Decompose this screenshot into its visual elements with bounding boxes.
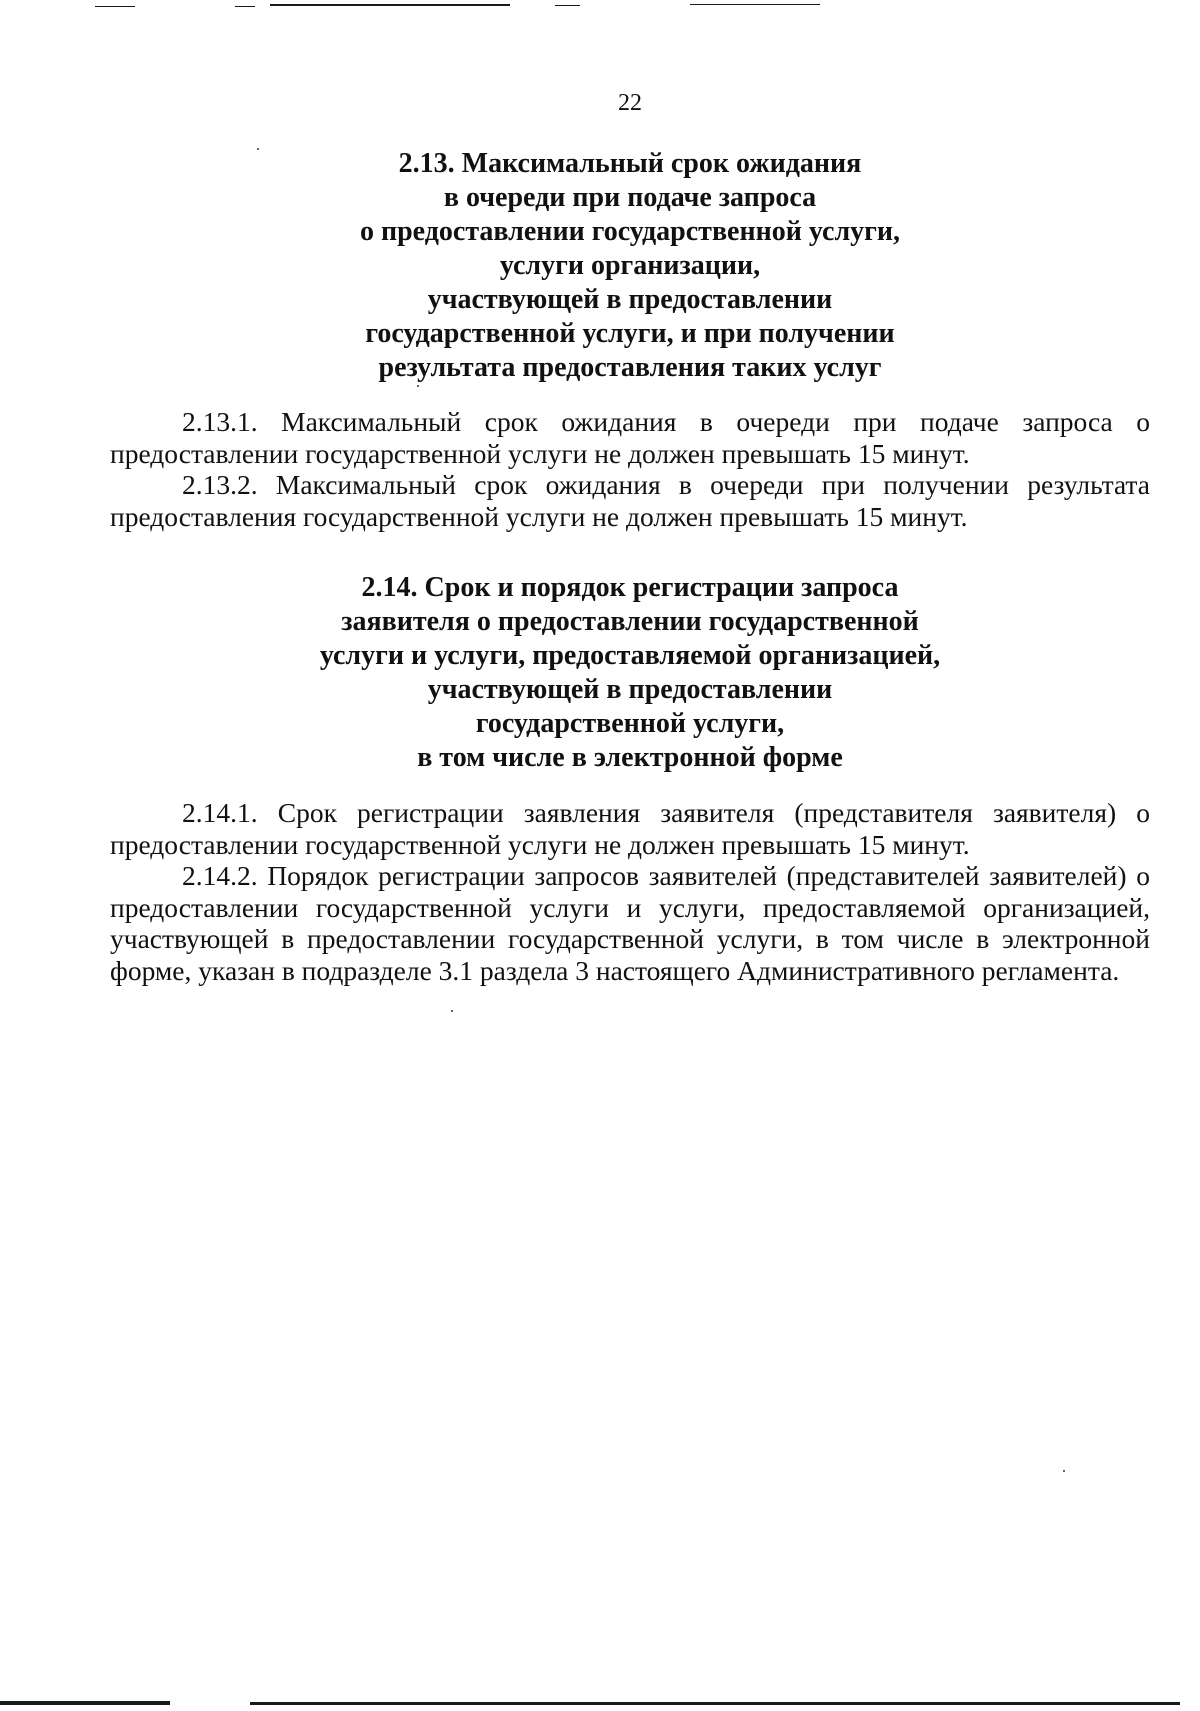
section-2-14-body — [110, 797, 1150, 986]
heading-line: заявителя о предоставлении государственной — [341, 606, 919, 637]
heading-line: 2.14. Срок и порядок регистрации запроса — [361, 572, 899, 603]
scan-artifact-bottom-line — [0, 1701, 170, 1705]
scan-artifact-top-line — [555, 5, 580, 6]
scan-artifact-bottom-line — [250, 1702, 1180, 1705]
section-2-14-heading — [0, 571, 1200, 775]
heading-line: участвующей в предоставлении — [427, 284, 833, 315]
heading-line: услуги и услуги, предоставляемой организацией, — [319, 640, 941, 671]
heading-line: в том числе в электронной форме — [417, 742, 843, 773]
scan-speck — [1063, 1470, 1065, 1472]
paragraph-2-14-2: 2.14.2. Порядок регистрации запросов заявителей (представителей заявителей) о предоставлении государственной услуги и услуги, предоставляемой организацией, участвующей в предоставлении государственной услуги, в том числе в электронной форме, указан в подразделе 3.1 раздела 3 настоящего Административного регламента. — [110, 860, 1150, 986]
scan-speck — [451, 1010, 453, 1012]
heading-line: результата предоставления таких услуг — [378, 352, 882, 383]
heading-line: 2.13. Максимальный срок ожидания — [398, 148, 862, 179]
page-number: 22 — [618, 90, 642, 116]
heading-line: о предоставлении государственной услуги, — [359, 216, 901, 247]
scan-speck — [417, 385, 419, 387]
paragraph-2-14-1: 2.14.1. Срок регистрации заявления заявителя (представителя заявителя) о предоставлении государственной услуги не должен превышать 15 минут. — [110, 797, 1150, 860]
heading-line: услуги организации, — [499, 250, 761, 281]
scan-artifact-top-line — [690, 4, 820, 5]
paragraph-2-13-1: 2.13.1. Максимальный срок ожидания в очереди при подаче запроса о предоставлении государственной услуги не должен превышать 15 минут. — [110, 406, 1150, 469]
section-2-13-heading — [0, 147, 1200, 385]
scan-artifact-top-line — [270, 4, 510, 6]
section-2-13-body — [110, 406, 1150, 532]
heading-line: государственной услуги, — [475, 708, 785, 739]
heading-line: государственной услуги, и при получении — [365, 318, 895, 349]
scan-artifact-top-line — [235, 6, 255, 7]
heading-line: участвующей в предоставлении — [427, 674, 833, 705]
heading-line: в очереди при подаче запроса — [443, 182, 817, 213]
scan-artifact-top-line — [95, 6, 135, 7]
paragraph-2-13-2: 2.13.2. Максимальный срок ожидания в очереди при получении результата предоставления государственной услуги не должен превышать 15 минут. — [110, 469, 1150, 532]
